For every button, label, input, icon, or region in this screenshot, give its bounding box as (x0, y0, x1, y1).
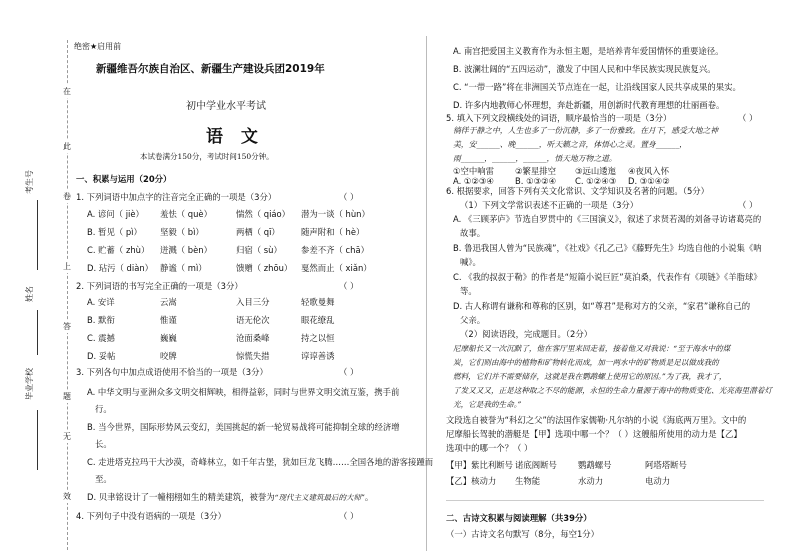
q1-option-2-0: C. 贮蓄（ zhù） (87, 245, 150, 255)
q2-option-3-2: 惊慌失措 (236, 351, 270, 361)
q5-answer: A. ①②③④ (453, 176, 494, 186)
field-line-examno (37, 200, 38, 270)
q5-phrase: ④夜风入怀 (628, 166, 670, 176)
q1-option-0-1: 羞怯（ què） (160, 209, 212, 219)
q6-text-line1: 文段选自被誉为“科幻之父”的法国作家儒勒·凡尔纳的小说《海底两万里》。文中的 (446, 415, 747, 425)
q6-text-line2: 尼摩船长驾驶的潜艇是【甲】选项中哪一个？（ ）这艘船所使用的动力是【乙】 (446, 429, 742, 439)
q1-option-1-2: 两栖（ qī） (236, 227, 280, 237)
q2-option-3-1: 咬牌 (160, 351, 177, 361)
q5-passage-line3: 雨______，______，______，悟天地万物之道。 (453, 154, 617, 163)
binding-char: 无 (63, 432, 71, 441)
q6-sub2: （2）阅读语段，完成题目。（2分） (460, 329, 593, 339)
q3-option-a-cont: 行。 (95, 404, 112, 414)
q3-option-d-end: 。 (364, 492, 374, 502)
q1-option-3-0: D. 玷污（ diàn） (87, 263, 154, 273)
secret-label: 绝密★启用前 (74, 42, 122, 51)
q5-answer: C. ①②④③ (575, 176, 617, 186)
field-school: 毕业学校 (25, 368, 34, 400)
q2-option-2-0: C. 震撼 (87, 333, 115, 343)
q1-option-3-2: 馈赠（ zhōu） (236, 263, 293, 273)
q6-option-d-cont: 父亲。 (460, 315, 486, 325)
passage-line: 光，它是我的生命。” (453, 400, 522, 409)
field-line-school (37, 410, 38, 470)
jia-choice: 诺底阁断号 (515, 460, 557, 470)
binding-char: 效 (63, 492, 71, 501)
q4-option-d: D. 许多内地教师心怀理想，奔赴新疆，用创新时代教育理想的壮丽画卷。 (453, 100, 725, 110)
binding-char: 在 (63, 87, 71, 96)
q6-sub1: （1）下列文学常识表述不正确的一项是（3分） (460, 200, 639, 210)
q2-option-1-1: 惟谨 (160, 315, 177, 325)
q1-stem: 1. 下列词语中加点字的注音完全正确的一项是（3分） (76, 192, 277, 202)
q2-option-0-1: 云嵩 (160, 297, 177, 307)
q1-option-2-2: 归宿（ sù） (236, 245, 282, 255)
field-examno: 考生号 (25, 170, 34, 194)
q1-option-1-1: 坚毅（ bì） (160, 227, 204, 237)
q3-option-a: A. 中华文明与亚洲众多文明交相辉映，相得益彰，同时与世界文明交流互鉴，携手前 (87, 387, 400, 397)
q5-passage-line1: 徜徉于静之中，人生也多了一份沉静，多了一份雅致。在月下，感受大地之神 (453, 126, 719, 135)
q1-option-2-1: 迸溅（ bèn） (160, 245, 212, 255)
q6-stem: 6. 根据要求，回答下列有关文化常识、文学知识及名著的问题。（5分） (446, 186, 710, 196)
q5-paren: （ ） (738, 113, 758, 123)
q5-passage-line2: 美，安______、晚______，听天籁之音，体悟心之灵。置身______， (453, 140, 687, 149)
exam-title-line2: 初中学业水平考试 (186, 101, 266, 112)
q6-option-c-cont: 等。 (460, 286, 477, 296)
q2-option-0-2: 入目三分 (236, 297, 270, 307)
q1-option-1-3: 随声附和（ hè） (301, 227, 365, 237)
q2-option-3-3: 谆谆善诱 (301, 351, 335, 361)
q2-option-1-0: B. 默衔 (87, 315, 115, 325)
q1-option-0-3: 潜为一谈（ hùn） (301, 209, 370, 219)
q2-option-0-3: 轻歌曼舞 (301, 297, 335, 307)
subject-title: 语 文 (206, 127, 264, 147)
section2-sub-heading: （一）古诗文名句默写（8分，每空1分） (446, 529, 600, 539)
q2-option-2-3: 持之以恒 (301, 333, 335, 343)
q5-stem: 5. 填入下列文段横线处的词语，顺序最恰当的一项是（3分） (446, 113, 672, 123)
q6-option-c: C. 《我的叔叔于勒》的作者是“短篇小说巨匠”莫泊桑，代表作有《项链》《羊脂球》 (453, 272, 762, 282)
jia-choice: 阿塔塔断号 (645, 460, 687, 470)
q4-stem: 4. 下列句子中没有语病的一项是（3分） (76, 511, 226, 521)
q1-option-1-0: B. 暂见（ pì） (87, 227, 142, 237)
q3-option-b-cont: 长。 (95, 439, 112, 449)
field-name: 姓名 (25, 286, 34, 302)
q1-paren: （ ） (339, 192, 359, 202)
q2-option-2-1: 巍巍 (160, 333, 177, 343)
passage-line: 炭，它们则由海中的植物和矿物转化而成，加一两水中的矿物质是足以做成我的 (453, 358, 719, 367)
q4-paren: （ ） (339, 511, 359, 521)
field-line-name (37, 310, 38, 355)
jia-choice: 鹦鹉螺号 (578, 460, 612, 470)
exam-note: 本试卷满分150分，考试时间150分钟。 (140, 152, 274, 161)
yi-choice: 【乙】核动力 (446, 476, 497, 486)
column-divider (426, 36, 427, 551)
q5-answer: D. ③①④② (628, 176, 670, 186)
q3-option-d-text: D. 贝聿铭设计了一幢栩栩如生的精美建筑，被誉为 (87, 492, 275, 502)
q2-option-2-2: 沧面桑峰 (236, 333, 270, 343)
q6-option-a: A. 《三顾茅庐》节选自罗贯中的《三国演义》，叙述了求贤若渴的刘备寻访诸葛亮的 (453, 214, 762, 224)
yi-choice: 电动力 (645, 476, 671, 486)
q2-option-1-3: 眼花缭乱 (301, 315, 335, 325)
q3-stem: 3. 下列各句中加点成语使用不恰当的一项是（3分） (76, 367, 268, 377)
exam-title-line1: 新疆维吾尔族自治区、新疆生产建设兵团2019年 (96, 63, 325, 75)
q3-option-d (87, 491, 373, 503)
yi-choice: 水动力 (578, 476, 604, 486)
q4-option-b: B. 波澜壮阔的“五四运动”，激发了中国人民和中华民族实现民族复兴。 (453, 64, 716, 74)
q6-option-a-cont: 故事。 (460, 228, 486, 238)
passage-line: 尼摩船长又一次沉默了，他在客厅里来回走着，接着他又对我说：“至于海水中的煤 (453, 344, 731, 353)
q2-option-3-0: D. 妥帖 (87, 351, 116, 361)
q1-option-0-2: 惴然（ qiáo） (236, 209, 291, 219)
q4-option-c: C. “一带一路”将在非洲国关节点连在一起，让沿线国家人民共享成果的果实。 (453, 82, 741, 92)
q2-paren: （ ） (339, 281, 359, 291)
section-divider (446, 500, 764, 501)
q3-paren: （ ） (339, 367, 359, 377)
q5-phrase: ①空中响雷 (453, 166, 495, 176)
passage-line: 燃料，它们并不需要储存，这就是我在鹦鹉螺上使用它的原因。”为了我，我才了， (453, 372, 727, 381)
q3-option-d-quote: “现代主义建筑最后的大师” (274, 493, 365, 502)
q2-stem: 2. 下列词语的书写完全正确的一项是（3分） (76, 281, 243, 291)
q3-option-c: C. 走进塔克拉玛干大沙漠，奇峰林立，如千年古堡，犹如巨龙飞腾……全国各地的游客接踵而 (87, 457, 434, 467)
q6-option-b: B. 鲁迅我国人曾为“民族魂”，《社戏》《孔乙己》《藤野先生》均选自他的小说集《呐 (453, 243, 762, 253)
q6-option-b-cont: 喊》。 (460, 257, 481, 267)
passage-line: 了发又又又，正是这种取之不尽的能源，永恒的生命力量源于海中的物质变化、光亮海里潜着灯 (453, 386, 772, 395)
section1-heading: 一、积累与运用（20分） (76, 174, 172, 184)
q1-option-0-0: A. 谚问（ jiè） (87, 209, 144, 219)
section2-heading: 二、古诗文积累与阅读理解（共39分） (446, 513, 592, 523)
jia-choice: 【甲】紫比利断号 (446, 460, 513, 470)
q3-option-b: B. 当今世界，国际形势风云变幻，美国挑起的新一轮贸易战将可能抑制全球的经济增 (87, 422, 400, 432)
binding-char: 此 (63, 142, 71, 151)
q4-option-a: A. 南宫把爱国主义教育作为永恒主题，是培养青年爱国情怀的重要途径。 (453, 46, 724, 56)
q5-phrase: ②繁星排空 (515, 166, 557, 176)
q1-option-3-3: 戛然而止（ xiǎn） (301, 263, 372, 273)
binding-char: 上 (63, 262, 71, 271)
q5-answer: B. ①③②④ (515, 176, 557, 186)
q3-option-c-cont: 至。 (95, 474, 112, 484)
binding-line (67, 40, 68, 550)
q6-sub1-paren: （ ） (738, 200, 758, 210)
binding-char: 答 (63, 322, 71, 331)
q6-option-d: D. 古人称谓有谦称和尊称的区别，如“尊君”是称对方的父亲，“家君”谦称自己的 (453, 301, 751, 311)
q5-phrase: ③远山逶迤 (575, 166, 617, 176)
q6-text-line3: 选项中的哪一个？（ ） (446, 443, 533, 453)
q2-option-1-2: 语无伦次 (236, 315, 270, 325)
q1-option-3-1: 静谧（ mì） (160, 263, 207, 273)
binding-char: 题 (63, 392, 71, 401)
binding-char: 卷 (63, 192, 71, 201)
yi-choice: 生物能 (515, 476, 541, 486)
q2-option-0-0: A. 安详 (87, 297, 115, 307)
q1-option-2-3: 参差不齐（ chā） (301, 245, 369, 255)
